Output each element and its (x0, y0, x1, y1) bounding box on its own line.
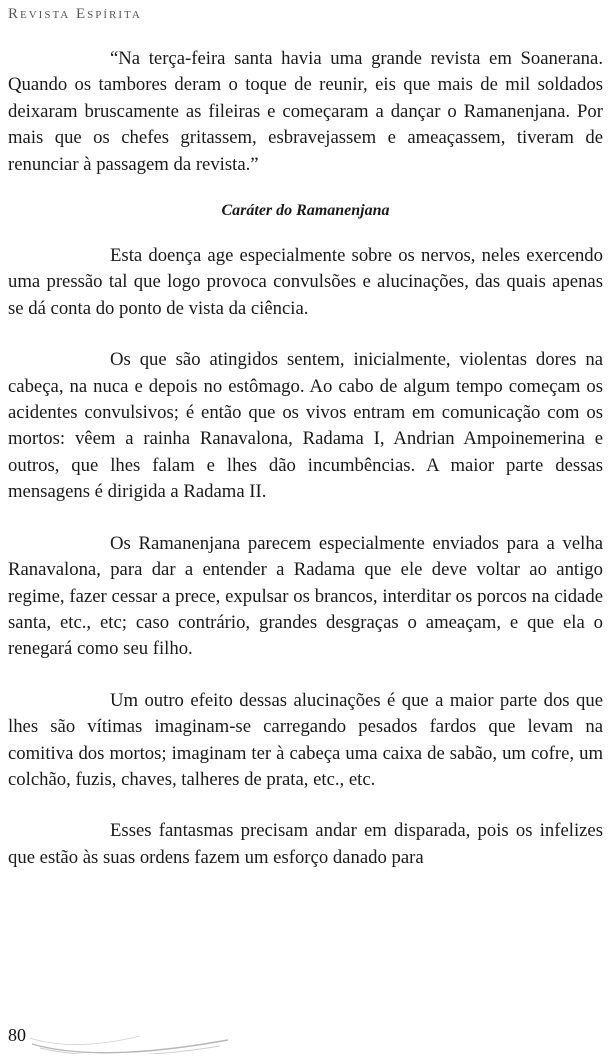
paragraph: Os Ramanenjana parecem especialmente enviados para a velha Ranavalona, para dar a entender a Radama que ele deve voltar ao antigo regime, fazer cessar a prece, expulsar os brancos, interditar os porcos na cidade santa, etc., etc; caso contrário, grandes desgraças o ameaçam, e que ela o renegará como seu filho. (8, 532, 603, 660)
section-subheading: Caráter do Ramanenjana (221, 202, 390, 220)
paragraph-quote: “Na terça-feira santa havia uma grande revista em Soanerana. Quando os tambores deram o toque de reunir, eis que mais de mil soldados deixaram bruscamente as fileiras e começaram a dançar o Ramanenjana. Por mais que os chefes gritassem, esbravejassem e ameaçassem, tiveram de renunciar à passagem da revista.” (8, 48, 603, 175)
footer-swoosh-ornament (30, 1018, 230, 1054)
paragraph: Esta doença age especialmente sobre os nervos, neles exercendo uma pressão tal que logo provoca convulsões e alucinações, das quais apenas se dá conta do ponto de vista da ciência. (8, 245, 603, 319)
paragraph: Um outro efeito dessas alucinações é que a maior parte dos que lhes são vítimas imaginam-se carregando pesados fardos que levam na comitiva dos mortos; imaginam ter à cabeça uma caixa de sabão, um cofre, um colchão, fuzis, chaves, talheres de prata, etc., etc. (8, 689, 603, 790)
paragraph: Esses fantasmas precisam andar em disparada, pois os infelizes que estão às suas ordens fazem um esforço danado para (8, 820, 603, 868)
paragraph: Os que são atingidos sentem, inicialmente, violentas dores na cabeça, na nuca e depois no estômago. Ao cabo de algum tempo começam os acidentes convulsivos; é então que os vivos entram em comunicação com os mortos: vêem a rainha Ranavalona, Radama I, Andrian Ampoinemerina e outros, que lhes falam e lhes dão incumbências. A maior parte dessas mensagens é dirigida a Radama II. (8, 349, 603, 503)
page-number: 80 (8, 1025, 26, 1045)
running-header: Revista Espírita (8, 6, 142, 22)
body-text (8, 46, 603, 871)
